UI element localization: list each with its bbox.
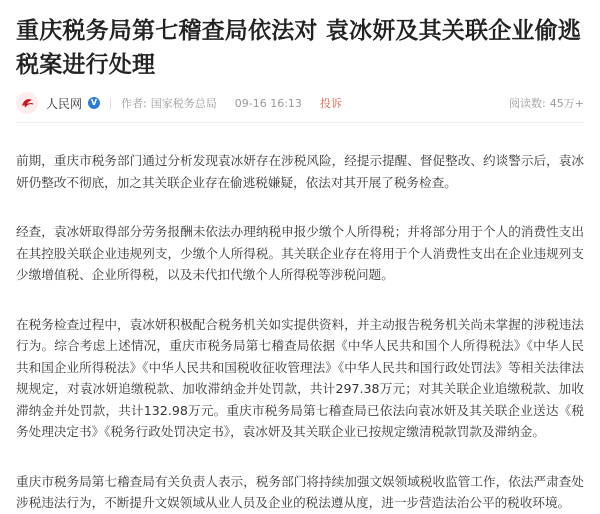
- report-link[interactable]: 投诉: [319, 97, 342, 110]
- reads-count: 45万+: [549, 97, 584, 110]
- author-name: 国家税务总局: [150, 97, 217, 110]
- author-label: 作者:: [121, 97, 147, 110]
- people-daily-logo-icon[interactable]: [16, 92, 38, 114]
- verified-badge-icon: V: [88, 97, 100, 109]
- article-paragraph-4: 重庆市税务局第七稽查局有关负责人表示，税务部门将持续加强文娱领域税收监管工作，依法严肃查处涉税违法行为，不断提升文娱领域从业人员及企业的税法遵从度，进一步营造法治公平的税收环境。: [16, 473, 584, 510]
- article-paragraph-1: 前期，重庆市税务部门通过分析发现袁冰妍存在涉税风险，经提示提醒、督促整改、约谈警示后，袁冰妍仍整改不彻底，加之其关联企业存在偷逃税嫌疑，依法对其开展了税务检查。: [16, 153, 584, 190]
- header-divider: [16, 122, 584, 123]
- publish-time: 09-16 16:13: [234, 96, 302, 110]
- source-name[interactable]: 人民网: [46, 96, 83, 111]
- article-meta: [16, 92, 584, 114]
- article-title: 重庆税务局第七稽查局依法对 袁冰妍及其关联企业偷逃税案进行处理: [16, 18, 582, 78]
- article-paragraph-3: 在税务检查过程中，袁冰妍积极配合税务机关如实提供资料，并主动报告税务机关尚未掌握的涉税违法行为。综合考虑上述情况，重庆市税务局第七稽查局依据《中华人民共和国个人所得税法》《中华人民共和国企业所得税法》《中华人民共和国税收征收管理法》《中华人民共和国行政处罚法》等相关法律法规规定，对袁冰妍追缴税款、加收滞纳金并处罚款，共计297.38万元；对其关联企业追缴税款、加收滞纳金并处罚款，共计132.98万元。重庆市税务局第七稽查局已依法向袁冰妍及其关联企业送达《税务处理决定书》《税务行政处罚决定书》，袁冰妍及其关联企业已按规定缴清税款罚款及滞纳金。: [16, 316, 584, 439]
- article-paragraph-2: 经查，袁冰妍取得部分劳务报酬未依法办理纳税申报少缴个人所得税；并将部分用于个人的消费性支出在其控股关联企业违规列支，少缴个人所得税。其关联企业存在将用于个人消费性支出在企业违规列支少缴增值税、企业所得税，以及未代扣代缴个人所得税等涉税问题。: [16, 224, 584, 282]
- reads-label: 阅读数:: [509, 97, 546, 110]
- meta-divider: [110, 98, 111, 109]
